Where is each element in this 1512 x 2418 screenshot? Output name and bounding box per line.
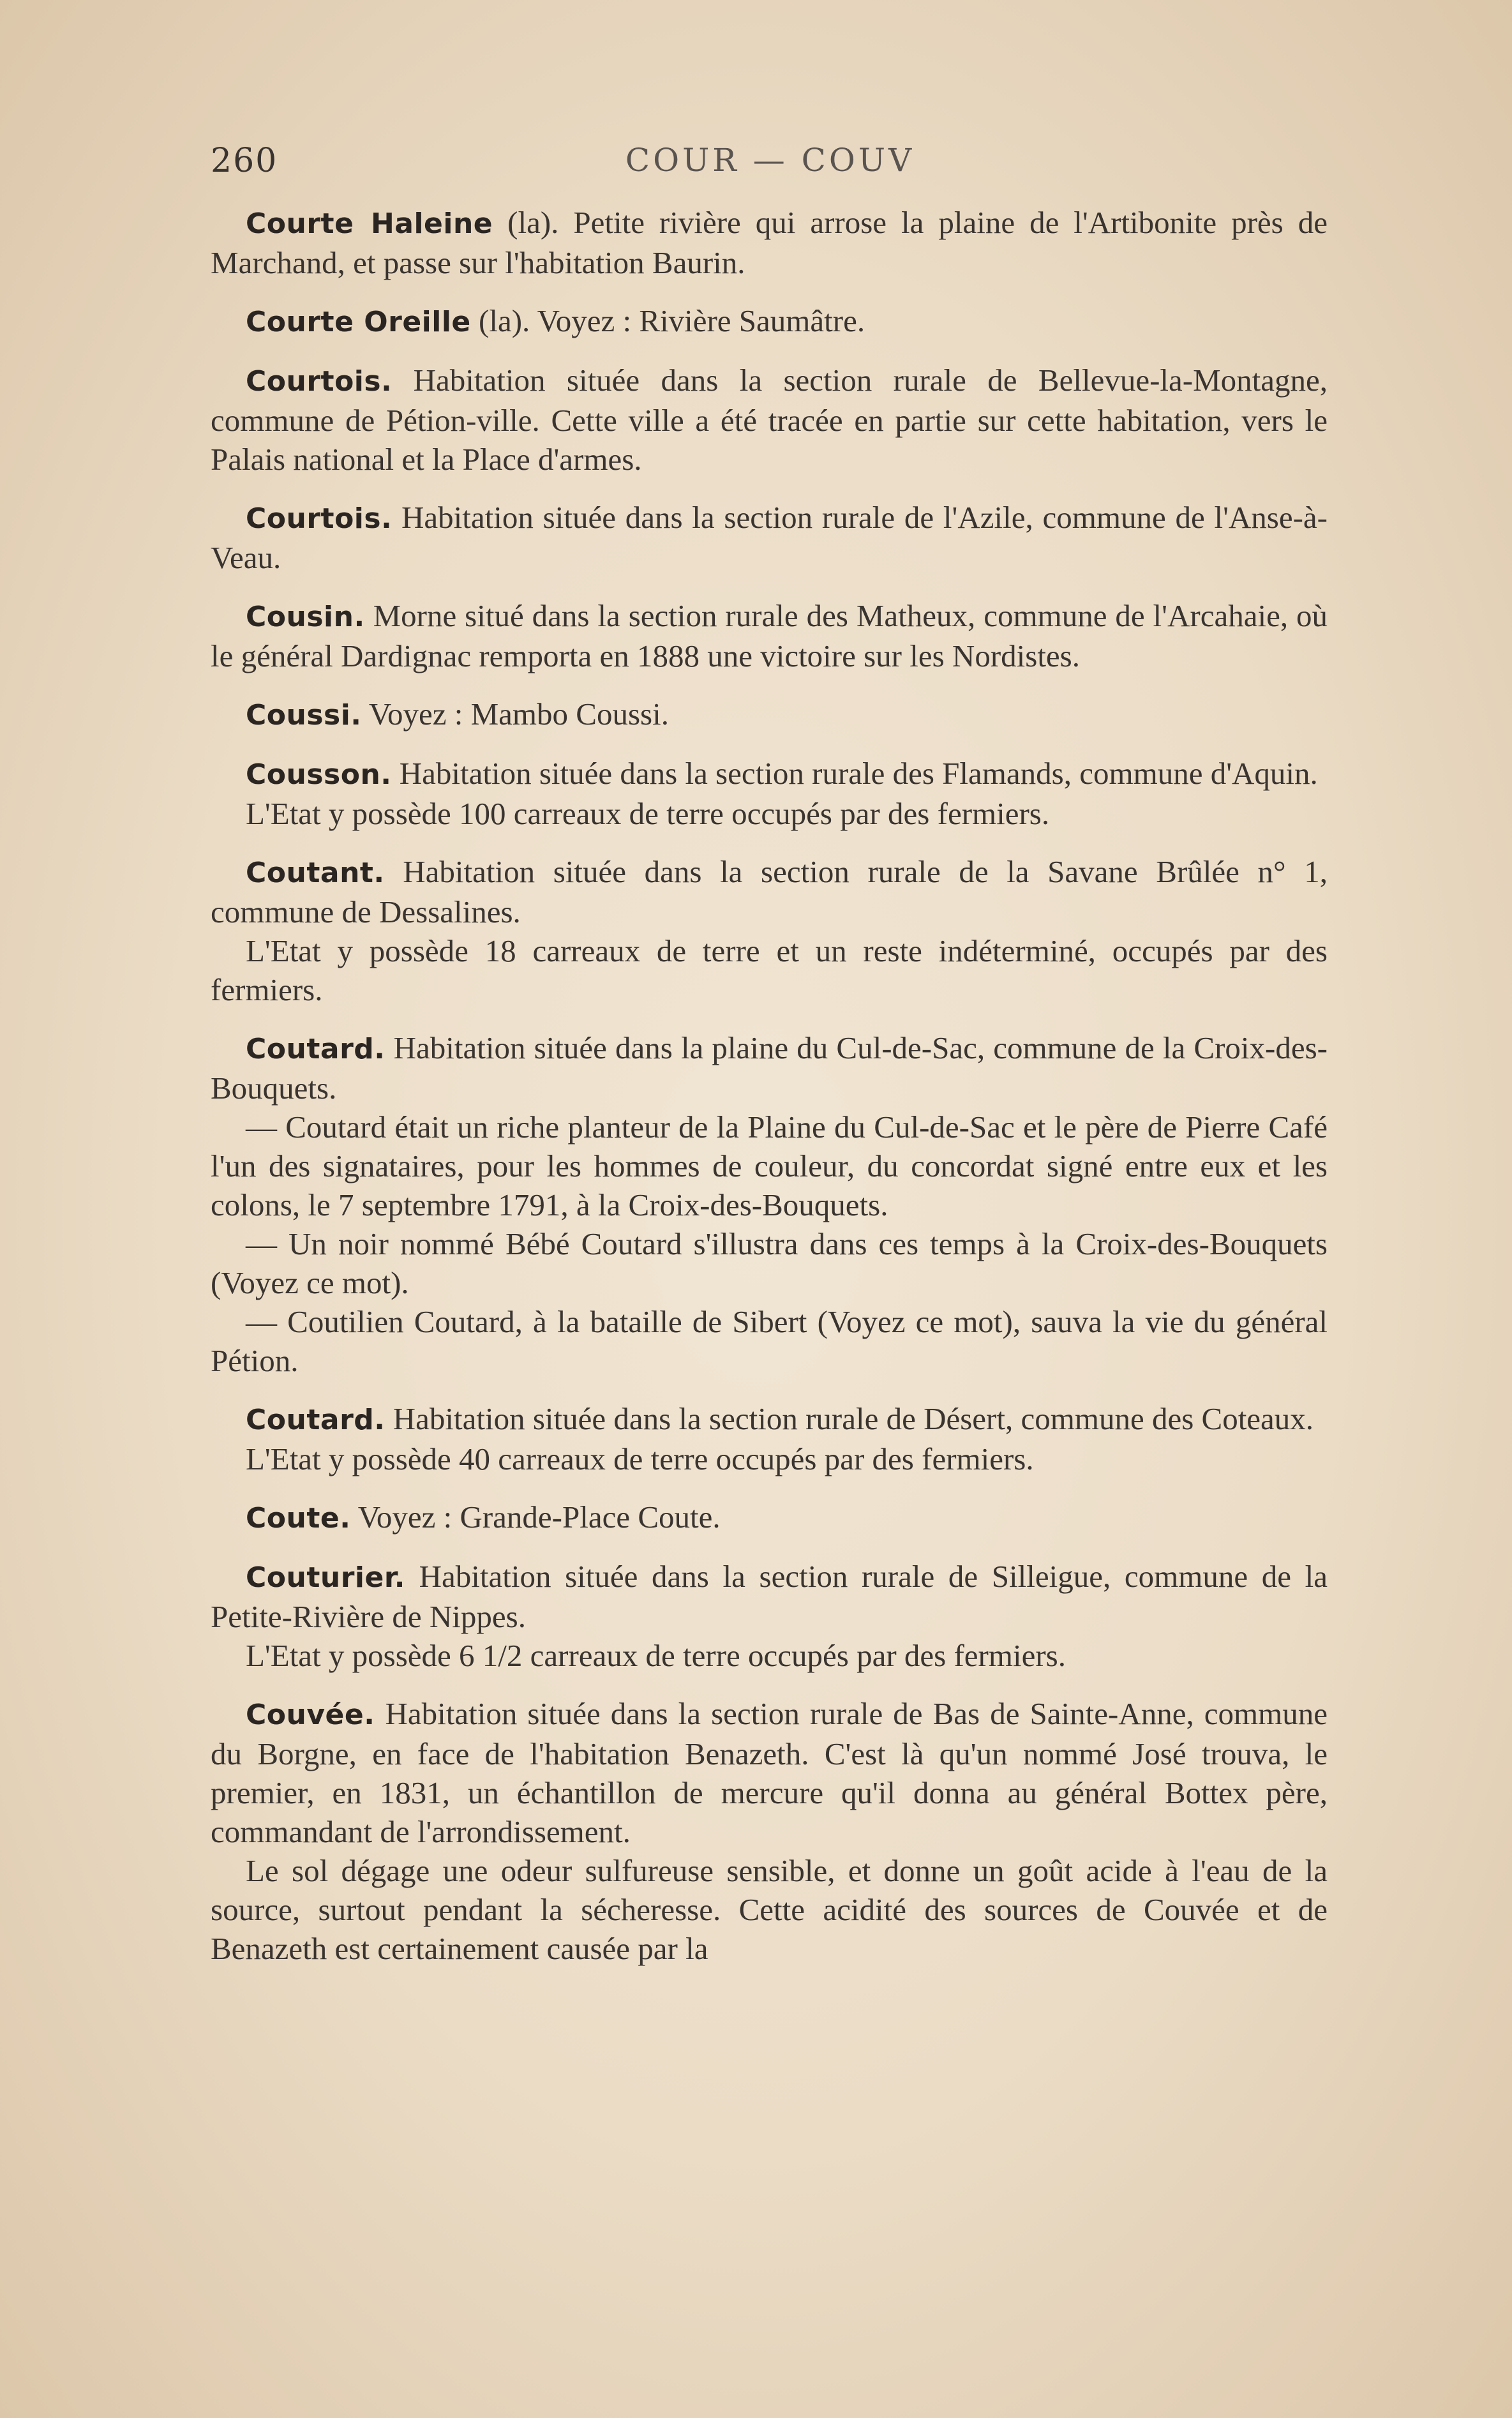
entry-text: Voyez : Mambo Coussi.	[361, 696, 669, 732]
entry	[211, 1694, 1328, 1968]
entry-text: Voyez : Grande-Place Coute.	[350, 1499, 721, 1535]
entry-headword: Coussi.	[246, 699, 362, 732]
entry-headword: Cousson.	[246, 758, 392, 791]
entry-paragraph: — Coutilien Coutard, à la bataille de Sibert (Voyez ce mot), sauva la vie du général Pétion.	[211, 1304, 1328, 1378]
entry	[211, 498, 1328, 577]
entry-paragraph: L'Etat y possède 40 carreaux de terre occupés par des fermiers.	[246, 1441, 1034, 1476]
entry-text: Habitation située dans la section rurale de l'Azile, commune de l'Anse-à-Veau.	[211, 500, 1328, 575]
page-header	[211, 142, 1329, 190]
entry	[211, 596, 1328, 675]
entry	[211, 301, 1328, 342]
running-head: COUR — COUV	[625, 142, 915, 179]
entry-text: Habitation située dans la section rurale des Flamands, commune d'Aquin.	[391, 756, 1318, 791]
entry-headword: Courte Oreille	[246, 306, 471, 338]
entry-text: Habitation située dans la section rurale de Désert, commune des Coteaux.	[385, 1401, 1314, 1436]
entry-paragraph: L'Etat y possède 18 carreaux de terre et un reste indéterminé, occupés par des fermiers.	[211, 933, 1328, 1007]
entry-headword: Courtois.	[246, 502, 393, 535]
entry-headword: Couturier.	[246, 1561, 405, 1594]
entry-headword: Courtois.	[246, 365, 393, 398]
entry-headword: Coutard.	[246, 1033, 385, 1065]
entry-paragraph: L'Etat y possède 6 1/2 carreaux de terre occupés par des fermiers.	[246, 1638, 1066, 1673]
entry	[211, 754, 1328, 833]
entry	[211, 695, 1328, 735]
entry	[211, 852, 1328, 1009]
entry	[211, 1557, 1328, 1675]
entry-headword: Coute.	[246, 1502, 351, 1535]
entry-headword: Couvée.	[246, 1699, 375, 1731]
entry-paragraph: — Coutard était un riche planteur de la Plaine du Cul-de-Sac et le père de Pierre Café l'un des signataires, pour les hommes de couleur, du concordat signé entre eux et les colons, le 7 septembre 1791, à la Croix-des-Bouquets.	[211, 1109, 1328, 1222]
entry-paragraph: Le sol dégage une odeur sulfureuse sensible, et donne un goût acide à l'eau de la source, surtout pendant la sécheresse. Cette acidité des sources de Couvée et de Benazeth est certainement causée par la	[211, 1853, 1328, 1966]
entry-text: (la). Petite rivière qui arrose la plaine de l'Artibonite près de Marchand, et passe sur l'habitation Baurin.	[211, 205, 1328, 280]
dictionary-entries	[211, 203, 1328, 1987]
entry	[211, 1498, 1328, 1538]
entry-headword: Coutant.	[246, 857, 385, 889]
entry	[211, 361, 1328, 479]
entry-text: Morne situé dans la section rurale des Matheux, commune de l'Arcahaie, où le général Dardignac remporta en 1888 une victoire sur les Nordistes.	[211, 598, 1328, 673]
entry-text: Habitation située dans la section rurale de Silleigue, commune de la Petite-Rivière de Nippes.	[211, 1559, 1328, 1634]
entry-text: Habitation située dans la section rurale de Bellevue-la-Montagne, commune de Pétion-ville. Cette ville a été tracée en partie sur cette habitation, vers le Palais national et la Place d'armes.	[211, 363, 1328, 477]
entry-text: Habitation située dans la section rurale de la Savane Brûlée n° 1, commune de Dessalines.	[211, 854, 1328, 929]
entry-headword: Coutard.	[246, 1404, 385, 1436]
page-number: 260	[211, 142, 278, 180]
entry	[211, 1028, 1328, 1380]
entry-text: (la). Voyez : Rivière Saumâtre.	[470, 303, 865, 338]
entry-paragraph: L'Etat y possède 100 carreaux de terre occupés par des fermiers.	[246, 796, 1050, 831]
entry-text: Habitation située dans la plaine du Cul-de-Sac, commune de la Croix-des-Bouquets.	[211, 1030, 1328, 1106]
entry	[211, 1399, 1328, 1478]
entry	[211, 203, 1328, 282]
entry-paragraph: — Un noir nommé Bébé Coutard s'illustra dans ces temps à la Croix-des-Bouquets (Voyez ce mot).	[211, 1226, 1328, 1300]
entry-headword: Cousin.	[246, 601, 365, 633]
entry-text: Habitation située dans la section rurale de Bas de Sainte-Anne, commune du Borgne, en face de l'habitation Benazeth. C'est là qu'un nommé José trouva, le premier, en 1831, un échantillon de mercure qu'il donna au général Bottex père, commandant de l'arrondissement.	[211, 1696, 1328, 1849]
entry-headword: Courte Haleine	[246, 207, 493, 240]
